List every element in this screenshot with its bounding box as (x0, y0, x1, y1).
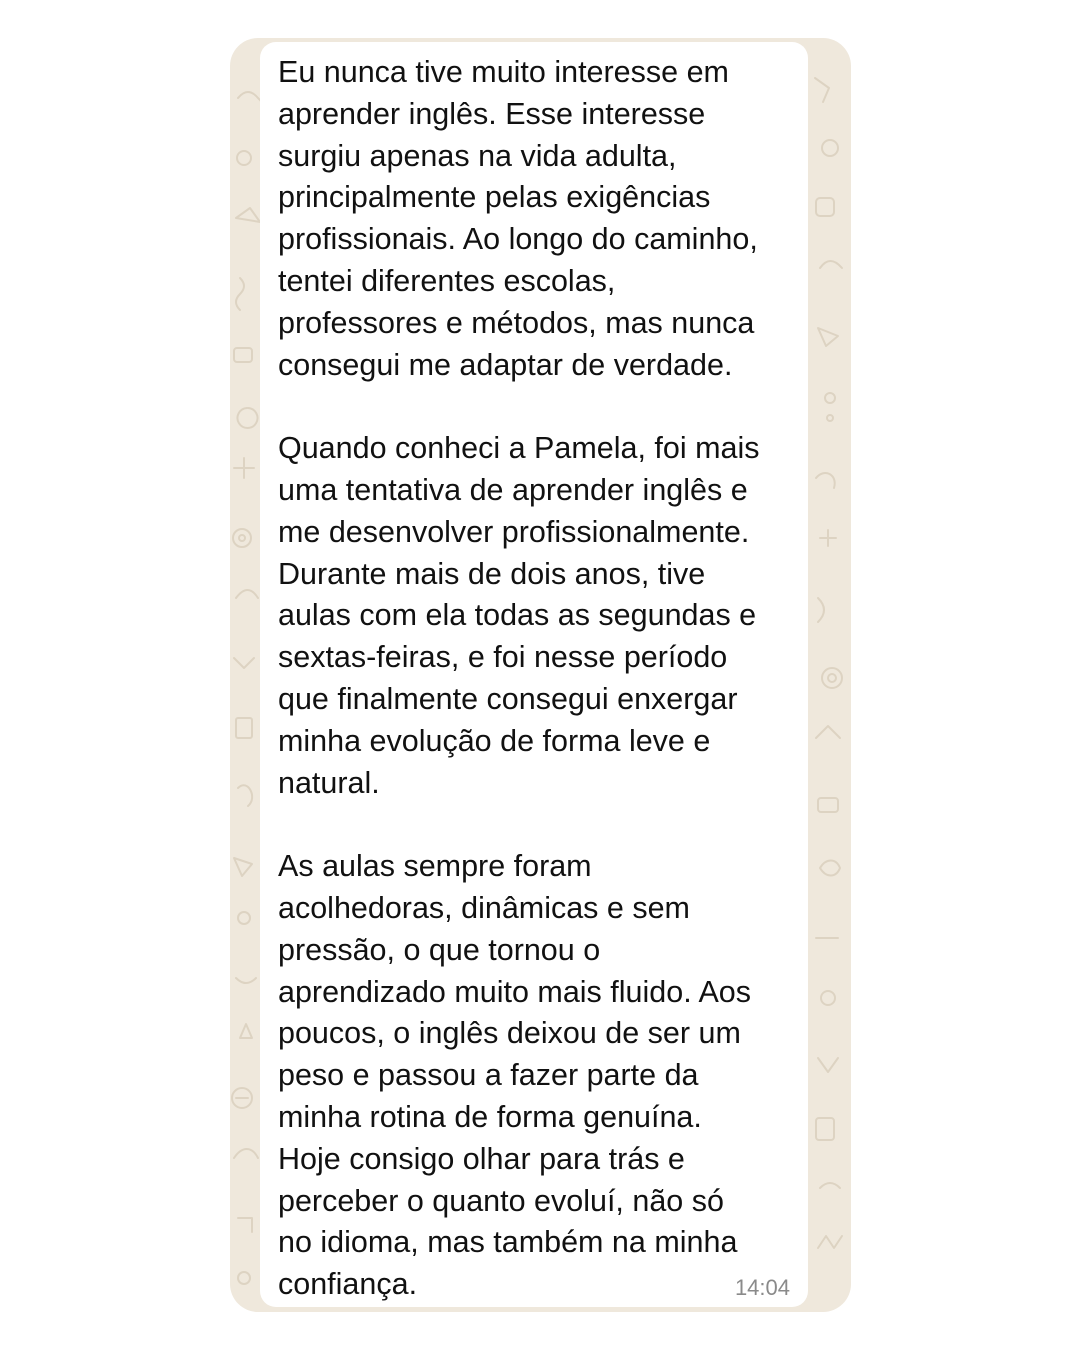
message-paragraph: As aulas sempre foram acolhedoras, dinâmicas e sem pressão, o que tornou o aprendizado muito mais fluido. Aos poucos, o inglês deixou de ser um peso e passou a fazer parte da minha rotina de forma genuína. Hoje consigo olhar para trás e perceber o quanto evoluí, não só no idioma, mas também na minha confiança. (278, 849, 752, 1302)
message-bubble[interactable] (260, 42, 808, 1307)
chat-background (230, 38, 851, 1312)
message-timestamp: 14:04 (734, 1275, 790, 1300)
message-text (278, 52, 803, 1306)
message-paragraph: Eu nunca tive muito interesse em aprender inglês. Esse interesse surgiu apenas na vida adulta, principalmente pelas exigências profissionais. Ao longo do caminho, tentei diferentes escolas, professores e métodos, mas nunca consegui me adaptar de verdade. (278, 55, 758, 382)
message-paragraph: Quando conheci a Pamela, foi mais uma tentativa de aprender inglês e me desenvolver profissionalmente. Durante mais de dois anos, tive aulas com ela todas as segundas e sextas-feiras, e foi nesse período que finalmente consegui enxergar minha evolução de forma leve e natural. (278, 431, 760, 800)
